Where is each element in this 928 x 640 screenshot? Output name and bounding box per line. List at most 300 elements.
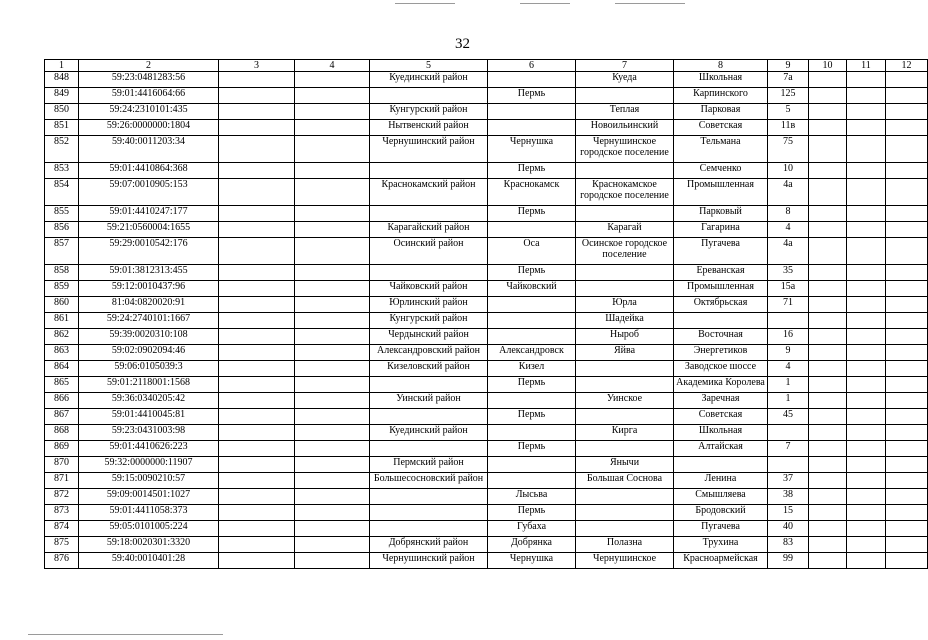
table-cell-col-10 xyxy=(809,425,847,441)
table-cell-col-11 xyxy=(847,393,886,409)
table-row xyxy=(45,521,928,537)
table-row xyxy=(45,179,928,206)
table-cell-col-11 xyxy=(847,136,886,163)
table-cell-col-10 xyxy=(809,104,847,120)
table-cell-col-11 xyxy=(847,489,886,505)
table-row xyxy=(45,441,928,457)
table-row xyxy=(45,222,928,238)
table-cell-col-10 xyxy=(809,409,847,425)
table-cell-col-5 xyxy=(370,489,488,505)
column-header-11: 11 xyxy=(847,60,886,72)
table-cell-col-5 xyxy=(370,521,488,537)
table-cell-col-10 xyxy=(809,120,847,136)
table-cell-col-12 xyxy=(886,441,928,457)
table-cell-col-8: Карпинского xyxy=(674,88,768,104)
table-cell-col-6: Оса xyxy=(488,238,576,265)
table-cell-col-7: Карагай xyxy=(576,222,674,238)
table-cell-col-5 xyxy=(370,409,488,425)
table-cell-col-1: 850 xyxy=(45,104,79,120)
table-cell-col-3 xyxy=(219,505,295,521)
table-cell-col-2: 59:36:0340205:42 xyxy=(79,393,219,409)
table-cell-col-9: 10 xyxy=(768,163,809,179)
table-cell-col-12 xyxy=(886,222,928,238)
table-cell-col-10 xyxy=(809,329,847,345)
table-cell-col-5: Кизеловский район xyxy=(370,361,488,377)
column-header-3: 3 xyxy=(219,60,295,72)
table-cell-col-8: Октябрьская xyxy=(674,297,768,313)
table-cell-col-12 xyxy=(886,179,928,206)
table-row xyxy=(45,489,928,505)
table-cell-col-2: 59:07:0010905:153 xyxy=(79,179,219,206)
table-cell-col-2: 59:01:4410247:177 xyxy=(79,206,219,222)
table-cell-col-11 xyxy=(847,473,886,489)
table-cell-col-3 xyxy=(219,537,295,553)
table-cell-col-8: Парковый xyxy=(674,206,768,222)
table-cell-col-5 xyxy=(370,505,488,521)
table-row xyxy=(45,425,928,441)
table-cell-col-7 xyxy=(576,377,674,393)
table-cell-col-2: 59:01:3812313:455 xyxy=(79,265,219,281)
table-cell-col-3 xyxy=(219,441,295,457)
table-cell-col-11 xyxy=(847,457,886,473)
table-cell-col-2: 59:32:0000000:11907 xyxy=(79,457,219,473)
table-cell-col-6: Пермь xyxy=(488,505,576,521)
table-cell-col-7: Большая Соснова xyxy=(576,473,674,489)
table-cell-col-8: Красноармейская xyxy=(674,553,768,569)
table-row xyxy=(45,361,928,377)
table-cell-col-5 xyxy=(370,377,488,393)
table-cell-col-2: 59:06:0105039:3 xyxy=(79,361,219,377)
table-cell-col-3 xyxy=(219,361,295,377)
column-header-7: 7 xyxy=(576,60,674,72)
table-cell-col-2: 59:05:0101005:224 xyxy=(79,521,219,537)
table-cell-col-8: Алтайская xyxy=(674,441,768,457)
table-cell-col-8: Пугачева xyxy=(674,238,768,265)
table-cell-col-2: 59:24:2740101:1667 xyxy=(79,313,219,329)
table-cell-col-9: 35 xyxy=(768,265,809,281)
table-cell-col-1: 874 xyxy=(45,521,79,537)
table-cell-col-11 xyxy=(847,409,886,425)
table-cell-col-8: Школьная xyxy=(674,425,768,441)
table-cell-col-9: 1 xyxy=(768,393,809,409)
table-cell-col-7: Шадейка xyxy=(576,313,674,329)
table-cell-col-9 xyxy=(768,313,809,329)
table-cell-col-7 xyxy=(576,206,674,222)
table-cell-col-12 xyxy=(886,313,928,329)
table-cell-col-7: Чернушинское xyxy=(576,553,674,569)
table-row xyxy=(45,104,928,120)
table-cell-col-5: Осинский район xyxy=(370,238,488,265)
table-cell-col-7: Куеда xyxy=(576,72,674,88)
table-cell-col-7: Кирга xyxy=(576,425,674,441)
table-cell-col-9: 9 xyxy=(768,345,809,361)
table-cell-col-4 xyxy=(295,163,370,179)
table-cell-col-4 xyxy=(295,104,370,120)
table-cell-col-6: Александровск xyxy=(488,345,576,361)
table-cell-col-10 xyxy=(809,457,847,473)
table-cell-col-4 xyxy=(295,553,370,569)
table-cell-col-12 xyxy=(886,163,928,179)
table-cell-col-11 xyxy=(847,553,886,569)
table-cell-col-7 xyxy=(576,521,674,537)
table-row xyxy=(45,473,928,489)
table-cell-col-4 xyxy=(295,393,370,409)
table-cell-col-12 xyxy=(886,206,928,222)
table-cell-col-10 xyxy=(809,505,847,521)
table-cell-col-6 xyxy=(488,222,576,238)
table-row xyxy=(45,393,928,409)
table-cell-col-7: Уинское xyxy=(576,393,674,409)
table-cell-col-2: 59:24:2310101:435 xyxy=(79,104,219,120)
table-cell-col-1: 876 xyxy=(45,553,79,569)
table-row xyxy=(45,409,928,425)
table-cell-col-8: Школьная xyxy=(674,72,768,88)
table-cell-col-9: 4 xyxy=(768,361,809,377)
table-body xyxy=(45,72,928,569)
table-cell-col-8 xyxy=(674,313,768,329)
table-cell-col-4 xyxy=(295,377,370,393)
column-header-6: 6 xyxy=(488,60,576,72)
table-cell-col-5: Александровский район xyxy=(370,345,488,361)
table-cell-col-12 xyxy=(886,553,928,569)
table-cell-col-10 xyxy=(809,179,847,206)
table-cell-col-9: 4а xyxy=(768,179,809,206)
table-cell-col-8: Гагарина xyxy=(674,222,768,238)
table-cell-col-1: 868 xyxy=(45,425,79,441)
table-cell-col-3 xyxy=(219,329,295,345)
table-cell-col-5: Добрянский район xyxy=(370,537,488,553)
table-cell-col-8: Парковая xyxy=(674,104,768,120)
table-cell-col-3 xyxy=(219,489,295,505)
table-cell-col-11 xyxy=(847,120,886,136)
table-cell-col-12 xyxy=(886,473,928,489)
table-cell-col-12 xyxy=(886,377,928,393)
table-cell-col-6 xyxy=(488,425,576,441)
table-cell-col-12 xyxy=(886,72,928,88)
table-cell-col-5 xyxy=(370,163,488,179)
table-cell-col-7 xyxy=(576,281,674,297)
table-cell-col-12 xyxy=(886,281,928,297)
table-cell-col-6 xyxy=(488,473,576,489)
table-cell-col-8: Промышленная xyxy=(674,179,768,206)
table-cell-col-8: Семченко xyxy=(674,163,768,179)
table-cell-col-6: Чернушка xyxy=(488,136,576,163)
table-cell-col-4 xyxy=(295,473,370,489)
table-row xyxy=(45,238,928,265)
table-cell-col-1: 858 xyxy=(45,265,79,281)
table-cell-col-2: 59:02:0902094:46 xyxy=(79,345,219,361)
table-cell-col-12 xyxy=(886,537,928,553)
table-cell-col-7: Юрла xyxy=(576,297,674,313)
table-cell-col-11 xyxy=(847,345,886,361)
table-cell-col-12 xyxy=(886,297,928,313)
table-cell-col-1: 856 xyxy=(45,222,79,238)
table-cell-col-11 xyxy=(847,377,886,393)
table-cell-col-1: 859 xyxy=(45,281,79,297)
table-cell-col-11 xyxy=(847,72,886,88)
column-header-4: 4 xyxy=(295,60,370,72)
table-cell-col-5: Чердынский район xyxy=(370,329,488,345)
table-cell-col-8: Советская xyxy=(674,409,768,425)
table-cell-col-12 xyxy=(886,329,928,345)
table-row xyxy=(45,265,928,281)
table-cell-col-7 xyxy=(576,88,674,104)
table-cell-col-4 xyxy=(295,136,370,163)
table-cell-col-1: 854 xyxy=(45,179,79,206)
table-cell-col-3 xyxy=(219,206,295,222)
table-cell-col-6: Пермь xyxy=(488,163,576,179)
table-cell-col-3 xyxy=(219,553,295,569)
table-cell-col-11 xyxy=(847,222,886,238)
table-cell-col-5: Куединский район xyxy=(370,425,488,441)
table-cell-col-6: Лысьва xyxy=(488,489,576,505)
table-cell-col-4 xyxy=(295,265,370,281)
table-row xyxy=(45,297,928,313)
table-cell-col-11 xyxy=(847,206,886,222)
table-cell-col-6 xyxy=(488,104,576,120)
table-row xyxy=(45,120,928,136)
table-cell-col-4 xyxy=(295,179,370,206)
table-cell-col-5: Пермский район xyxy=(370,457,488,473)
table-cell-col-1: 848 xyxy=(45,72,79,88)
table-cell-col-8: Смышляева xyxy=(674,489,768,505)
table-cell-col-10 xyxy=(809,163,847,179)
table-cell-col-11 xyxy=(847,329,886,345)
table-cell-col-11 xyxy=(847,238,886,265)
table-cell-col-7 xyxy=(576,505,674,521)
table-cell-col-3 xyxy=(219,281,295,297)
table-cell-col-8: Академика Королева xyxy=(674,377,768,393)
table-cell-col-9: 99 xyxy=(768,553,809,569)
table-row xyxy=(45,329,928,345)
table-cell-col-4 xyxy=(295,425,370,441)
scan-line-bottom xyxy=(28,634,223,635)
table-cell-col-1: 855 xyxy=(45,206,79,222)
table-cell-col-9: 7а xyxy=(768,72,809,88)
table-cell-col-5: Чернушинский район xyxy=(370,136,488,163)
table-cell-col-2: 59:12:0010437:96 xyxy=(79,281,219,297)
table-cell-col-11 xyxy=(847,265,886,281)
table-cell-col-11 xyxy=(847,163,886,179)
table-cell-col-6: Пермь xyxy=(488,265,576,281)
table-cell-col-7 xyxy=(576,409,674,425)
table-cell-col-3 xyxy=(219,265,295,281)
table-cell-col-11 xyxy=(847,361,886,377)
table-cell-col-9: 38 xyxy=(768,489,809,505)
table-cell-col-10 xyxy=(809,489,847,505)
table-cell-col-6: Пермь xyxy=(488,409,576,425)
table-cell-col-6: Кизел xyxy=(488,361,576,377)
table-cell-col-10 xyxy=(809,361,847,377)
table-cell-col-11 xyxy=(847,281,886,297)
table-cell-col-5: Юрлинский район xyxy=(370,297,488,313)
table-cell-col-8: Заречная xyxy=(674,393,768,409)
table-cell-col-12 xyxy=(886,393,928,409)
table-cell-col-7: Полазна xyxy=(576,537,674,553)
table-cell-col-3 xyxy=(219,377,295,393)
table-cell-col-3 xyxy=(219,297,295,313)
table-cell-col-11 xyxy=(847,88,886,104)
table-cell-col-4 xyxy=(295,489,370,505)
table-cell-col-3 xyxy=(219,345,295,361)
table-cell-col-4 xyxy=(295,313,370,329)
table-cell-col-10 xyxy=(809,345,847,361)
table-cell-col-1: 875 xyxy=(45,537,79,553)
table-cell-col-4 xyxy=(295,329,370,345)
table-cell-col-1: 862 xyxy=(45,329,79,345)
table-cell-col-4 xyxy=(295,361,370,377)
table-cell-col-8: Ереванская xyxy=(674,265,768,281)
table-cell-col-1: 853 xyxy=(45,163,79,179)
table-cell-col-9: 15 xyxy=(768,505,809,521)
scan-line-top-1 xyxy=(395,3,455,4)
table-cell-col-8: Ленина xyxy=(674,473,768,489)
table-cell-col-3 xyxy=(219,222,295,238)
table-cell-col-11 xyxy=(847,179,886,206)
table-cell-col-9: 40 xyxy=(768,521,809,537)
table-cell-col-4 xyxy=(295,457,370,473)
table-row xyxy=(45,206,928,222)
table-cell-col-9: 37 xyxy=(768,473,809,489)
table-cell-col-6: Губаха xyxy=(488,521,576,537)
table-cell-col-10 xyxy=(809,281,847,297)
table-cell-col-4 xyxy=(295,206,370,222)
table-cell-col-2: 59:23:0481283:56 xyxy=(79,72,219,88)
table-cell-col-6 xyxy=(488,120,576,136)
table-cell-col-6: Пермь xyxy=(488,441,576,457)
table-cell-col-5: Кунгурский район xyxy=(370,104,488,120)
table-cell-col-3 xyxy=(219,409,295,425)
table-cell-col-2: 59:18:0020301:3320 xyxy=(79,537,219,553)
table-cell-col-10 xyxy=(809,377,847,393)
table-cell-col-4 xyxy=(295,281,370,297)
table-cell-col-3 xyxy=(219,179,295,206)
table-cell-col-4 xyxy=(295,297,370,313)
table-cell-col-1: 857 xyxy=(45,238,79,265)
table-cell-col-10 xyxy=(809,441,847,457)
scan-line-top-2 xyxy=(520,3,570,4)
table-cell-col-3 xyxy=(219,88,295,104)
table-cell-col-3 xyxy=(219,425,295,441)
table-cell-col-5: Чайковский район xyxy=(370,281,488,297)
table-cell-col-12 xyxy=(886,120,928,136)
table-cell-col-8: Тельмана xyxy=(674,136,768,163)
table-cell-col-3 xyxy=(219,313,295,329)
table-cell-col-11 xyxy=(847,313,886,329)
table-cell-col-8: Промышленная xyxy=(674,281,768,297)
table-cell-col-5: Нытвенский район xyxy=(370,120,488,136)
table-cell-col-1: 860 xyxy=(45,297,79,313)
table-cell-col-10 xyxy=(809,521,847,537)
table-cell-col-7: Чернушинское городское поселение xyxy=(576,136,674,163)
table-cell-col-6: Чернушка xyxy=(488,553,576,569)
header-row xyxy=(45,60,928,72)
table-cell-col-9 xyxy=(768,425,809,441)
table-cell-col-9: 4 xyxy=(768,222,809,238)
table-cell-col-6: Пермь xyxy=(488,206,576,222)
table-cell-col-6: Краснокамск xyxy=(488,179,576,206)
table-cell-col-4 xyxy=(295,88,370,104)
table-cell-col-9: 16 xyxy=(768,329,809,345)
table-cell-col-5: Куединский район xyxy=(370,72,488,88)
column-header-9: 9 xyxy=(768,60,809,72)
table-cell-col-4 xyxy=(295,72,370,88)
table-cell-col-7: Осинское городское поселение xyxy=(576,238,674,265)
table-cell-col-6 xyxy=(488,393,576,409)
table-cell-col-7: Ныроб xyxy=(576,329,674,345)
table-cell-col-9: 83 xyxy=(768,537,809,553)
table-cell-col-10 xyxy=(809,313,847,329)
table-cell-col-2: 59:09:0014501:1027 xyxy=(79,489,219,505)
table-cell-col-12 xyxy=(886,489,928,505)
table-cell-col-5 xyxy=(370,265,488,281)
table-cell-col-6: Пермь xyxy=(488,88,576,104)
table-cell-col-3 xyxy=(219,521,295,537)
table-cell-col-5: Кунгурский район xyxy=(370,313,488,329)
table-cell-col-2: 59:23:0431003:98 xyxy=(79,425,219,441)
table-cell-col-1: 861 xyxy=(45,313,79,329)
table-cell-col-9: 4а xyxy=(768,238,809,265)
table-cell-col-11 xyxy=(847,104,886,120)
page-number: 32 xyxy=(455,36,470,52)
table-cell-col-1: 872 xyxy=(45,489,79,505)
table-row xyxy=(45,345,928,361)
table-cell-col-11 xyxy=(847,521,886,537)
table-cell-col-9: 15а xyxy=(768,281,809,297)
table-cell-col-3 xyxy=(219,136,295,163)
table-cell-col-9: 8 xyxy=(768,206,809,222)
table-cell-col-4 xyxy=(295,409,370,425)
table-cell-col-10 xyxy=(809,537,847,553)
table-cell-col-2: 59:01:2118001:1568 xyxy=(79,377,219,393)
table-cell-col-8: Восточная xyxy=(674,329,768,345)
registry-table xyxy=(44,59,928,569)
table-cell-col-7: Новоильинский xyxy=(576,120,674,136)
table-row xyxy=(45,136,928,163)
table-cell-col-2: 59:01:4410045:81 xyxy=(79,409,219,425)
table-cell-col-9: 125 xyxy=(768,88,809,104)
table-row xyxy=(45,537,928,553)
table-cell-col-12 xyxy=(886,425,928,441)
table-cell-col-1: 864 xyxy=(45,361,79,377)
table-cell-col-3 xyxy=(219,72,295,88)
table-cell-col-2: 59:40:0010401:28 xyxy=(79,553,219,569)
table-cell-col-8: Заводское шоссе xyxy=(674,361,768,377)
table-cell-col-9: 5 xyxy=(768,104,809,120)
table-cell-col-11 xyxy=(847,505,886,521)
table-cell-col-7 xyxy=(576,361,674,377)
column-header-2: 2 xyxy=(79,60,219,72)
table-cell-col-3 xyxy=(219,163,295,179)
table-cell-col-5: Большесосновский район xyxy=(370,473,488,489)
table-cell-col-3 xyxy=(219,120,295,136)
table-cell-col-1: 866 xyxy=(45,393,79,409)
table-cell-col-1: 867 xyxy=(45,409,79,425)
table-cell-col-7 xyxy=(576,489,674,505)
table-cell-col-12 xyxy=(886,345,928,361)
table-cell-col-2: 81:04:0820020:91 xyxy=(79,297,219,313)
table-cell-col-3 xyxy=(219,457,295,473)
table-cell-col-9: 1 xyxy=(768,377,809,393)
table-cell-col-7 xyxy=(576,441,674,457)
table-cell-col-12 xyxy=(886,361,928,377)
column-header-1: 1 xyxy=(45,60,79,72)
table-cell-col-11 xyxy=(847,441,886,457)
table-cell-col-12 xyxy=(886,104,928,120)
table-cell-col-4 xyxy=(295,441,370,457)
table-cell-col-8: Энергетиков xyxy=(674,345,768,361)
table-cell-col-2: 59:29:0010542:176 xyxy=(79,238,219,265)
